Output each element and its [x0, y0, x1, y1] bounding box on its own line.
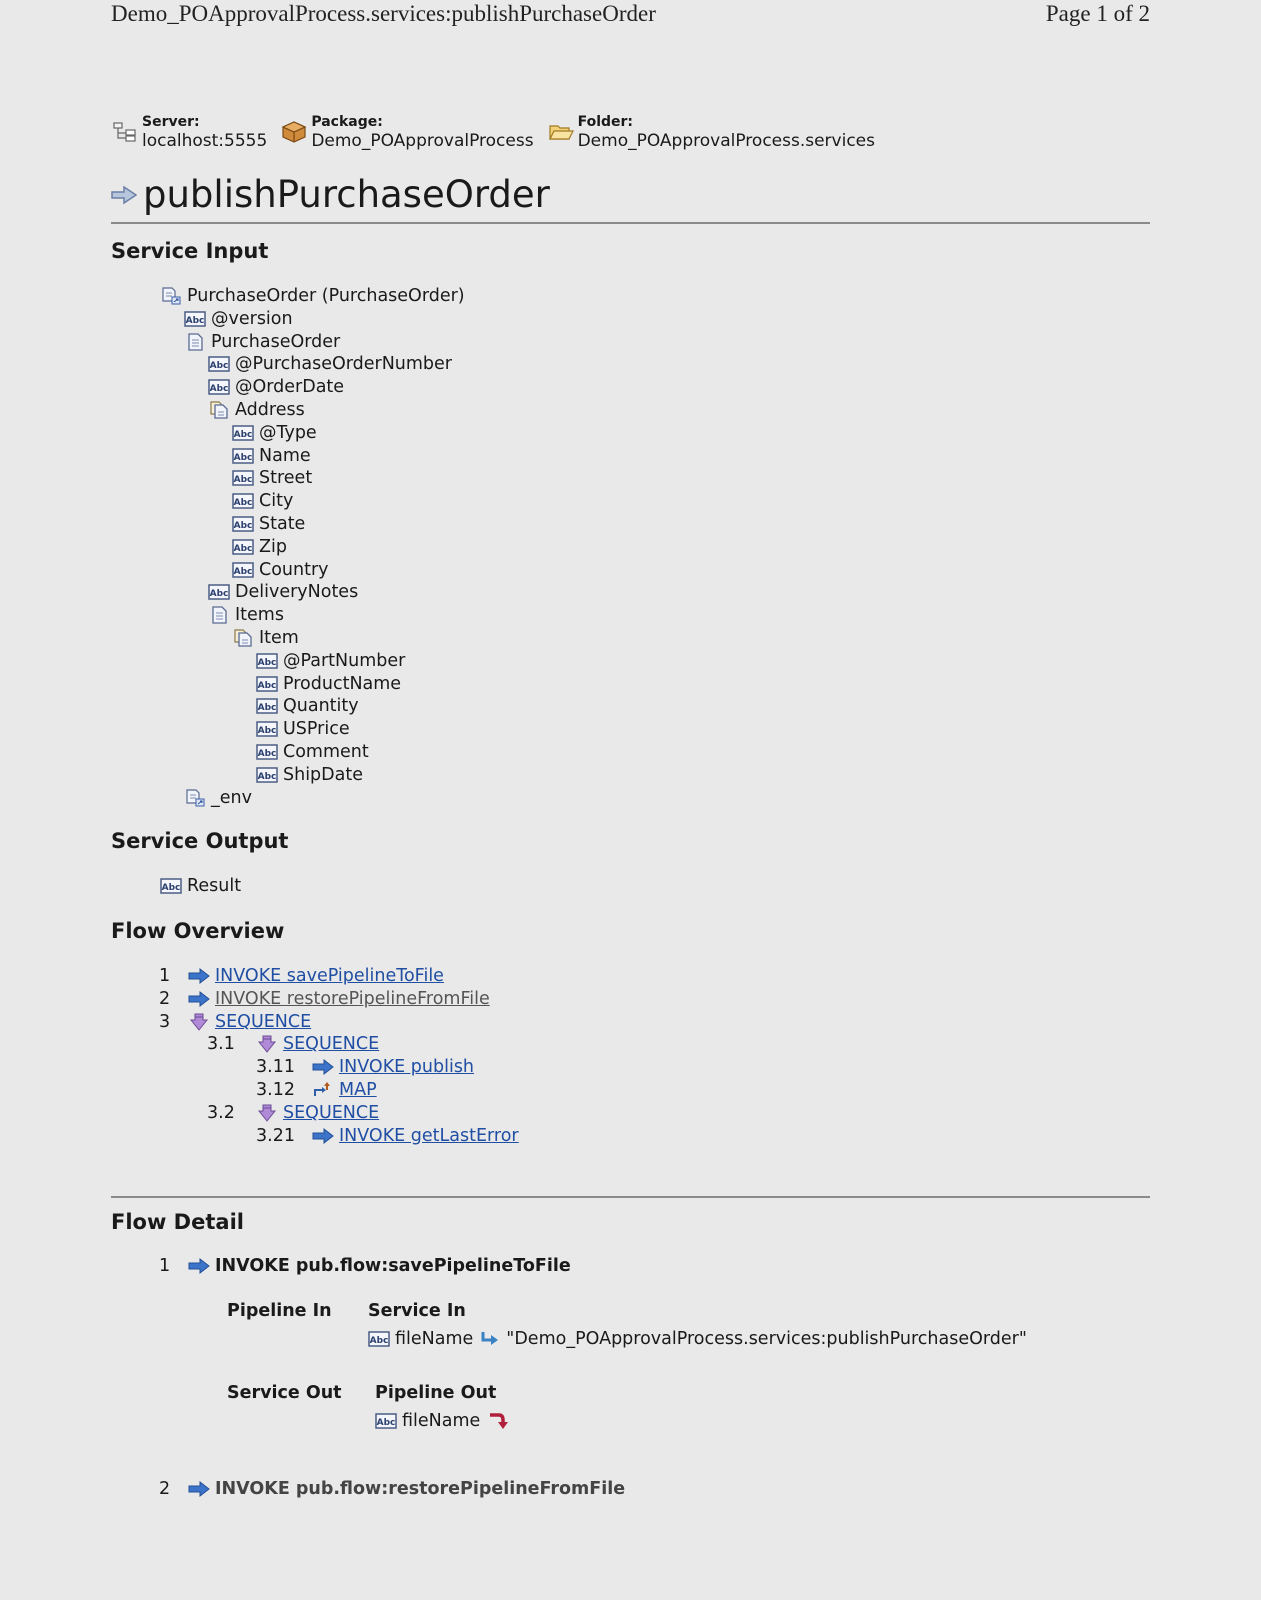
package-crumb	[281, 114, 533, 151]
string-field-icon	[256, 652, 278, 670]
document-reference-icon	[184, 789, 206, 807]
service-in-value: "Demo_POApprovalProcess.services:publishPurchaseOrder"	[506, 1329, 1027, 1349]
output-field-row	[160, 875, 241, 897]
field-name: PurchaseOrder (PurchaseOrder)	[187, 286, 465, 306]
flow-step-link[interactable]: INVOKE savePipelineToFile	[215, 966, 444, 986]
string-field-icon	[184, 310, 206, 328]
input-field-row	[208, 581, 358, 603]
input-field-row	[256, 718, 350, 740]
field-name: Result	[187, 876, 242, 896]
field-name: @PartNumber	[283, 650, 406, 671]
step-number: 2	[159, 1479, 171, 1499]
string-field-icon	[256, 675, 278, 693]
input-field-row	[208, 376, 344, 398]
step-number: 3	[159, 1011, 171, 1032]
invoke-arrow-icon	[188, 1257, 210, 1275]
field-name: @version	[211, 308, 293, 329]
service-in-mapping	[368, 1328, 1027, 1350]
step-label: INVOKE pub.flow:restorePipelineFromFile	[215, 1479, 626, 1499]
step-title[interactable]	[188, 1478, 625, 1500]
folder-icon	[548, 120, 574, 144]
field-name: Street	[259, 468, 313, 489]
invoke-arrow-icon	[188, 967, 210, 985]
string-field-icon	[208, 378, 230, 396]
input-field-row	[232, 490, 293, 512]
pipeline-out-field: fileName	[402, 1411, 481, 1431]
flow-step-link-row[interactable]	[256, 1102, 379, 1124]
field-name: State	[259, 514, 306, 534]
string-field-icon	[232, 561, 254, 579]
flow-step-link[interactable]: INVOKE publish	[339, 1057, 475, 1078]
step-number: 3.12	[256, 1080, 295, 1100]
string-field-icon	[256, 766, 278, 784]
flow-step-link-row[interactable]	[256, 1033, 379, 1055]
flow-step-link-row[interactable]	[188, 1011, 311, 1033]
field-name: Quantity	[283, 696, 359, 717]
field-name: @Type	[259, 422, 317, 443]
field-name: City	[259, 491, 294, 512]
input-field-row	[208, 353, 452, 375]
string-field-icon	[256, 743, 278, 761]
flow-step-link[interactable]: INVOKE getLastError	[339, 1125, 519, 1146]
step-title[interactable]	[188, 1255, 571, 1277]
sequence-icon	[256, 1104, 278, 1122]
field-name: @PurchaseOrderNumber	[235, 354, 452, 375]
field-name: ShipDate	[283, 764, 363, 785]
step-number: 2	[159, 988, 171, 1009]
folder-crumb	[548, 114, 875, 151]
field-name: Items	[235, 605, 284, 626]
string-field-icon	[256, 720, 278, 738]
step-number: 3.1	[207, 1034, 235, 1055]
flow-step-link-row[interactable]	[188, 965, 444, 987]
step-number: 3.11	[256, 1057, 295, 1078]
flow-step-link[interactable]: SEQUENCE	[283, 1102, 380, 1123]
server-crumb	[112, 114, 267, 151]
input-field-row	[184, 308, 293, 330]
pipeline-out-mapping	[375, 1410, 513, 1432]
input-field-row	[232, 467, 312, 489]
string-field-icon	[232, 447, 254, 465]
field-name: Comment	[283, 742, 369, 762]
flow-overview-heading: Flow Overview	[111, 919, 285, 943]
input-field-row	[232, 445, 311, 467]
context-breadcrumb	[112, 114, 889, 151]
service-in-label: Service In	[368, 1301, 466, 1321]
flow-step-link-row[interactable]	[312, 1079, 377, 1101]
input-field-row	[256, 764, 363, 786]
server-label: Server:	[142, 114, 200, 130]
string-field-icon	[375, 1412, 397, 1430]
field-name: ProductName	[283, 673, 402, 694]
service-name: publishPurchaseOrder	[143, 173, 550, 216]
service-output-heading: Service Output	[111, 829, 289, 853]
package-value: Demo_POApprovalProcess	[311, 131, 534, 151]
string-field-icon	[232, 538, 254, 556]
input-field-row	[232, 422, 317, 444]
step-number: 1	[159, 966, 171, 986]
string-field-icon	[160, 877, 182, 895]
flow-step-link[interactable]: SEQUENCE	[215, 1011, 312, 1032]
string-field-icon	[208, 355, 230, 373]
input-field-row	[184, 331, 340, 353]
string-field-icon	[232, 515, 254, 533]
page-indicator: Page 1 of 2	[1045, 1, 1150, 26]
sequence-icon	[256, 1035, 278, 1053]
flow-service-arrow-icon	[111, 185, 137, 205]
string-field-icon	[208, 583, 230, 601]
pipeline-out-label: Pipeline Out	[375, 1383, 497, 1403]
package-label: Package:	[311, 114, 383, 130]
input-field-row	[208, 399, 305, 421]
field-name: Country	[259, 559, 329, 580]
folder-value: Demo_POApprovalProcess.services	[577, 131, 875, 151]
step-number: 1	[159, 1256, 171, 1276]
set-value-icon	[479, 1330, 501, 1348]
step-number: 3.21	[256, 1125, 295, 1146]
field-name: PurchaseOrder	[211, 331, 341, 352]
folder-label: Folder:	[577, 114, 634, 130]
invoke-arrow-icon	[312, 1127, 334, 1145]
input-field-row	[256, 741, 369, 763]
flow-step-link[interactable]: SEQUENCE	[283, 1034, 380, 1055]
drop-variable-icon	[486, 1412, 508, 1430]
field-name: Zip	[259, 536, 287, 557]
server-icon	[112, 120, 138, 144]
field-name: Item	[259, 628, 299, 648]
pipeline-in-label: Pipeline In	[227, 1301, 332, 1321]
server-value: localhost:5555	[142, 131, 268, 151]
service-input-heading: Service Input	[111, 239, 269, 263]
string-field-icon	[232, 492, 254, 510]
document-list-icon	[208, 401, 230, 419]
invoke-arrow-icon	[312, 1058, 334, 1076]
input-field-row	[256, 673, 401, 695]
document-icon	[184, 333, 206, 351]
flow-step-link-row[interactable]	[188, 988, 490, 1010]
service-in-field: fileName	[395, 1329, 474, 1349]
document-title: Demo_POApprovalProcess.services:publishPurchaseOrder	[111, 1, 656, 26]
field-name: USPrice	[283, 719, 350, 740]
service-out-label: Service Out	[227, 1383, 342, 1403]
step-label: INVOKE pub.flow:savePipelineToFile	[215, 1256, 571, 1276]
flow-step-link[interactable]: INVOKE restorePipelineFromFile	[215, 988, 490, 1009]
field-name: Name	[259, 445, 311, 466]
invoke-arrow-icon	[188, 1480, 210, 1498]
flow-step-link-row[interactable]	[312, 1125, 519, 1147]
string-field-icon	[232, 424, 254, 442]
input-field-row	[256, 695, 359, 717]
string-field-icon	[368, 1330, 390, 1348]
document-list-icon	[232, 629, 254, 647]
input-field-row	[256, 650, 405, 672]
input-field-row	[184, 787, 252, 809]
field-name: @OrderDate	[235, 377, 345, 398]
field-name: _env	[211, 787, 252, 808]
input-field-row	[160, 285, 465, 307]
sequence-icon	[188, 1013, 210, 1031]
document-reference-icon	[160, 287, 182, 305]
input-field-row	[232, 627, 299, 649]
input-field-row	[208, 604, 284, 626]
document-icon	[208, 606, 230, 624]
input-field-row	[232, 559, 329, 581]
field-name: Address	[235, 400, 305, 420]
page-title	[111, 172, 1150, 224]
flow-step-link[interactable]: MAP	[339, 1080, 377, 1100]
package-icon	[281, 120, 307, 144]
input-field-row	[232, 513, 305, 535]
string-field-icon	[256, 697, 278, 715]
print-header	[111, 0, 1150, 30]
field-name: DeliveryNotes	[235, 582, 359, 603]
flow-detail-heading: Flow Detail	[111, 1210, 244, 1234]
input-field-row	[232, 536, 287, 558]
string-field-icon	[232, 469, 254, 487]
map-icon	[312, 1081, 334, 1099]
flow-step-link-row[interactable]	[312, 1056, 474, 1078]
step-number: 3.2	[207, 1102, 235, 1123]
section-divider	[111, 1196, 1150, 1198]
invoke-arrow-icon	[188, 990, 210, 1008]
